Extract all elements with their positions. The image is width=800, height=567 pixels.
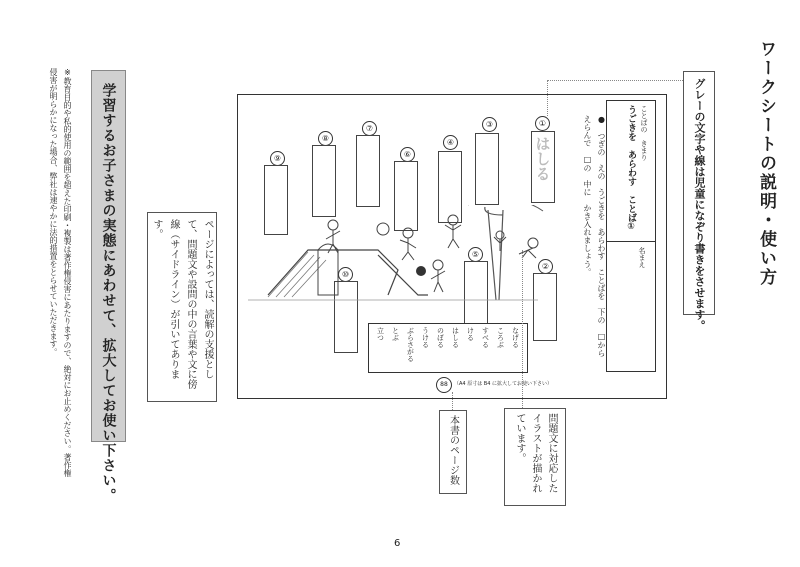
word-option: ける [466,327,475,341]
word-option: うける [421,327,430,348]
gray-text-note: グレーの文字や線は児童になぞり書きをさせます。 [693,78,706,331]
slot-number-1: ① [535,116,550,131]
support-note: ページによっては、読解の支援として、問題文や設問の中の言葉や文に傍線（サイドライン）が引いてあります。 [151,219,213,389]
slot-number-4: ④ [443,135,458,150]
illustration-callout: 問題文に対応したイラストが描かれています。 [514,413,557,493]
connector-line [452,392,453,410]
copyright-note: ※教育目的や私的使用の範囲を超えた印刷・複製は著作権侵害にあたりますので、絶対にお止めください。著作権侵害が明らかになった場合、弊社は速やかに法的措置をとらせていただきます。 [49,68,72,477]
slot-number-8: ⑧ [318,131,333,146]
illustration-callout-box [504,408,566,506]
worksheet-unit-title: うごきを あらわす ことば① [626,105,636,232]
slot-number-2: ② [538,259,553,274]
connector-line [547,80,683,81]
usage-banner-text: 学習するお子さまの実態にあわせて、拡大してお使い下さい。 [100,83,117,503]
name-label: 名まえ [638,247,646,268]
worksheet-series: ことばの きまり [640,105,648,161]
example-answer: はしる [533,136,552,181]
usage-banner [91,70,126,503]
word-option: はしる [451,327,460,348]
word-option: なげる [511,327,520,348]
page-number: 6 [394,538,401,549]
slot-number-3: ③ [482,117,497,132]
word-option: 立つ [376,327,385,341]
worksheet-footer-note: （A4 原寸は B4 に拡大してお使い下さい） [454,381,552,387]
slot-number-6: ⑥ [400,147,415,162]
word-option: ぶらさがる [406,327,415,362]
page-title: ワークシートの説明・使い方 [756,40,776,287]
worksheet-page-number: 88 [436,377,452,393]
playground-illustration [248,205,548,315]
answer-slot-3 [475,133,499,205]
support-note-box [147,212,217,402]
divider [607,241,655,242]
word-option: のぼる [436,327,445,348]
worksheet-sheet [237,94,667,399]
slot-number-10: ⑩ [338,267,353,282]
page-number-callout: 本書のページ数 [447,415,459,485]
page-number-callout-box [439,410,467,494]
word-option: とぶ [391,327,400,341]
slot-number-5: ⑤ [468,247,483,262]
connector-line [522,250,523,408]
answer-slot-7 [356,135,380,207]
slot-number-7: ⑦ [362,121,377,136]
word-option: すべる [481,327,490,348]
worksheet-header [606,100,656,372]
answer-slot-1 [531,131,555,203]
gray-text-note-box [683,71,715,331]
word-option: ころぶ [496,327,505,348]
word-list-box [368,323,528,373]
worksheet-instruction: ● つぎの えの うごきを あらわす ことばを 下の □から えらんで □の 中に かき入れましょう。 [583,115,606,365]
slot-number-9: ⑨ [270,151,285,166]
